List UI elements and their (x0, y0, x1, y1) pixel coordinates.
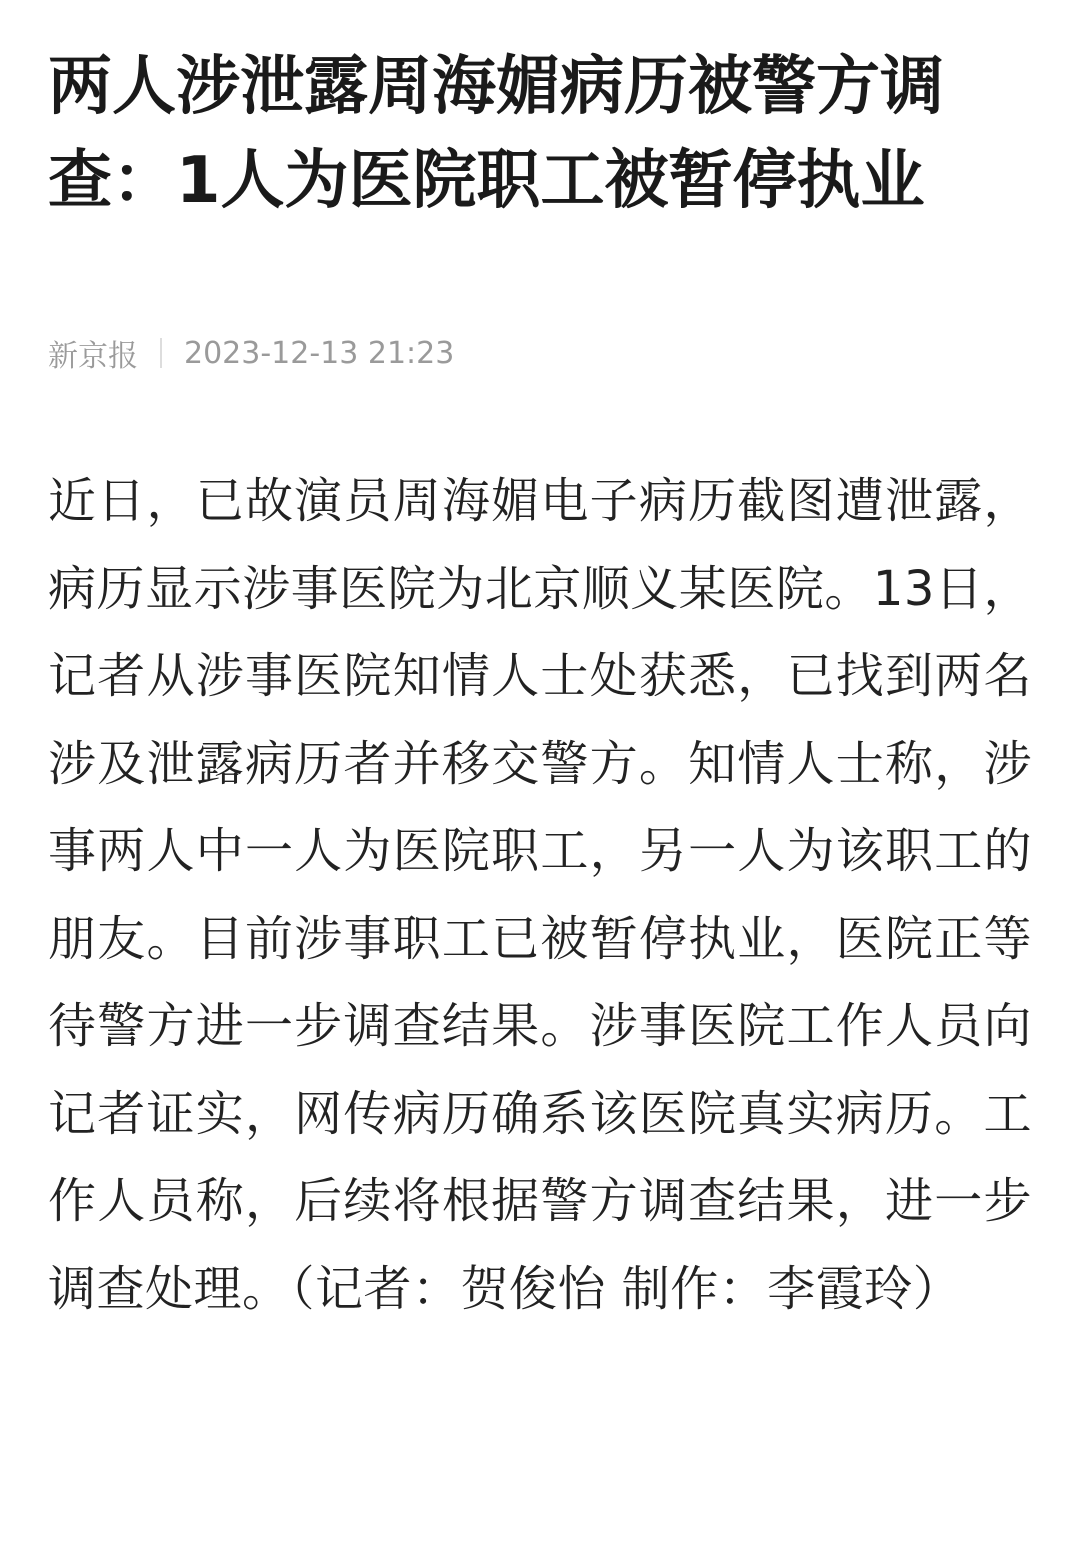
article-timestamp: 2023-12-13 21:23 (184, 335, 455, 371)
article-meta (48, 330, 454, 376)
article-source[interactable]: 新京报 (48, 339, 138, 374)
article-body: 近日，已故演员周海媚电子病历截图遭泄露，病历显示涉事医院为北京顺义某医院。13日，记者从涉事医院知情人士处获悉，已找到两名涉及泄露病历者并移交警方。知情人士称，涉事两人中一人为医院职工，另一人为该职工的朋友。目前涉事职工已被暂停执业，医院正等待警方进一步调查结果。涉事医院工作人员向记者证实，网传病历确系该医院真实病历。工作人员称，后续将根据警方调查结果，进一步调查处理。（记者：贺俊怡 制作：李霞玲） (48, 473, 1032, 1317)
meta-divider (160, 338, 162, 368)
article-title: 两人涉泄露周海媚病历被警方调查：1人为医院职工被暂停执业 (48, 50, 944, 218)
